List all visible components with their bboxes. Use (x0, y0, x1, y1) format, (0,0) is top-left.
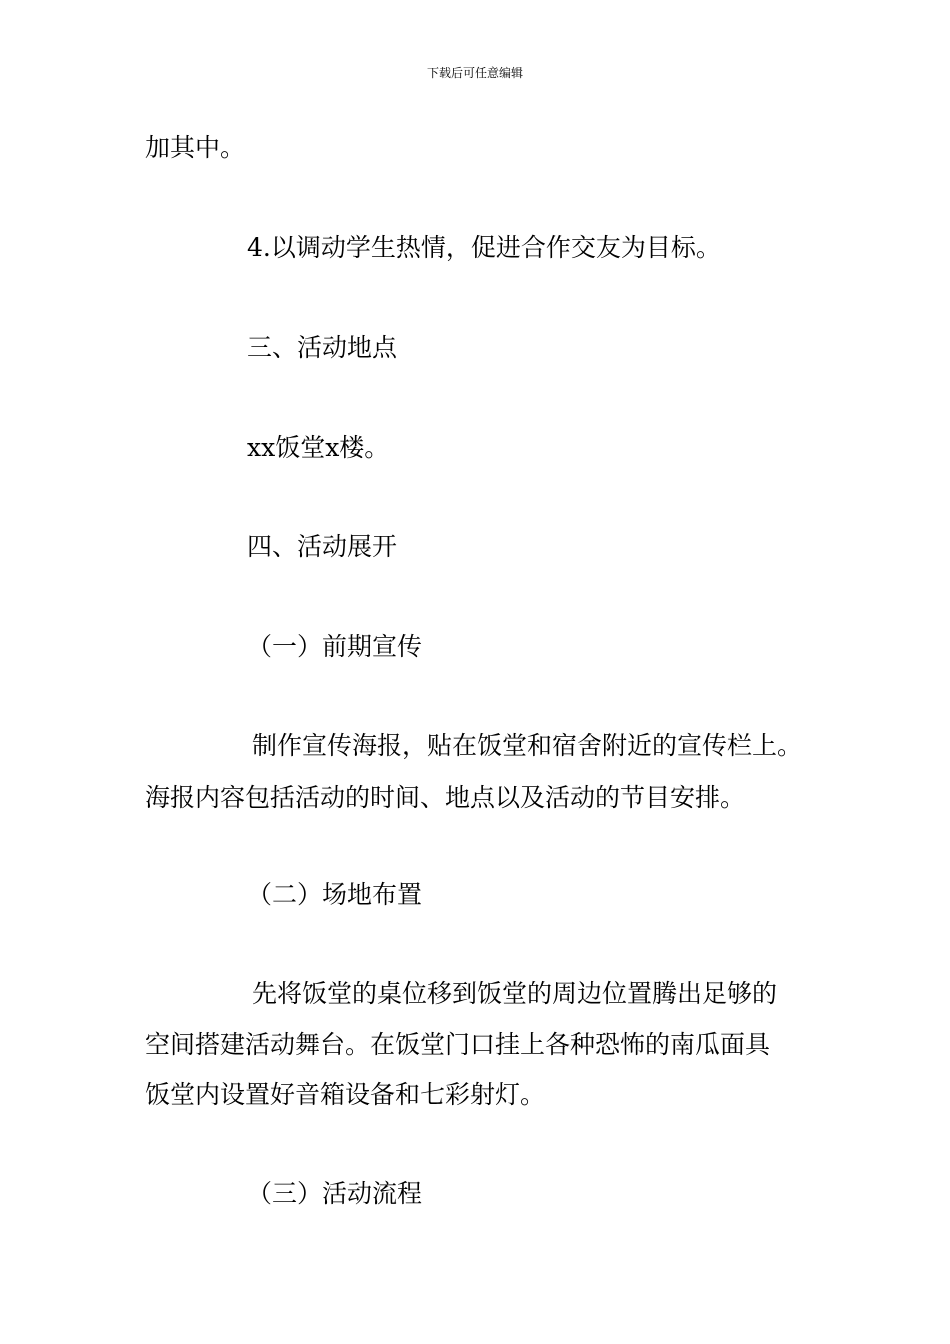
section-heading-4: 四、活动展开 (247, 532, 398, 561)
venue-paragraph-line-3: 饭堂内设置好音箱设备和七彩射灯。 (145, 1080, 546, 1109)
promotion-paragraph-line-1: 制作宣传海报，贴在饭堂和宿舍附近的宣传栏上。 (252, 731, 803, 760)
goal-item-4: 4.以调动学生热情，促进合作交友为目标。 (247, 233, 721, 262)
location-text: xx饭堂x楼。 (247, 433, 390, 462)
promotion-paragraph-line-2: 海报内容包括活动的时间、地点以及活动的节目安排。 (145, 783, 746, 812)
paragraph-continuation: 加其中。 (145, 133, 246, 162)
section-heading-3: 三、活动地点 (247, 333, 398, 362)
subsection-heading-3: （三）活动流程 (247, 1179, 423, 1208)
subsection-heading-1: （一）前期宣传 (247, 632, 423, 661)
venue-paragraph-line-2: 空间搭建活动舞台。在饭堂门口挂上各种恐怖的南瓜面具 (145, 1030, 771, 1059)
page-header: 下载后可任意编辑 (426, 66, 523, 80)
venue-paragraph-line-1: 先将饭堂的桌位移到饭堂的周边位置腾出足够的 (252, 979, 778, 1008)
subsection-heading-2: （二）场地布置 (247, 880, 423, 909)
